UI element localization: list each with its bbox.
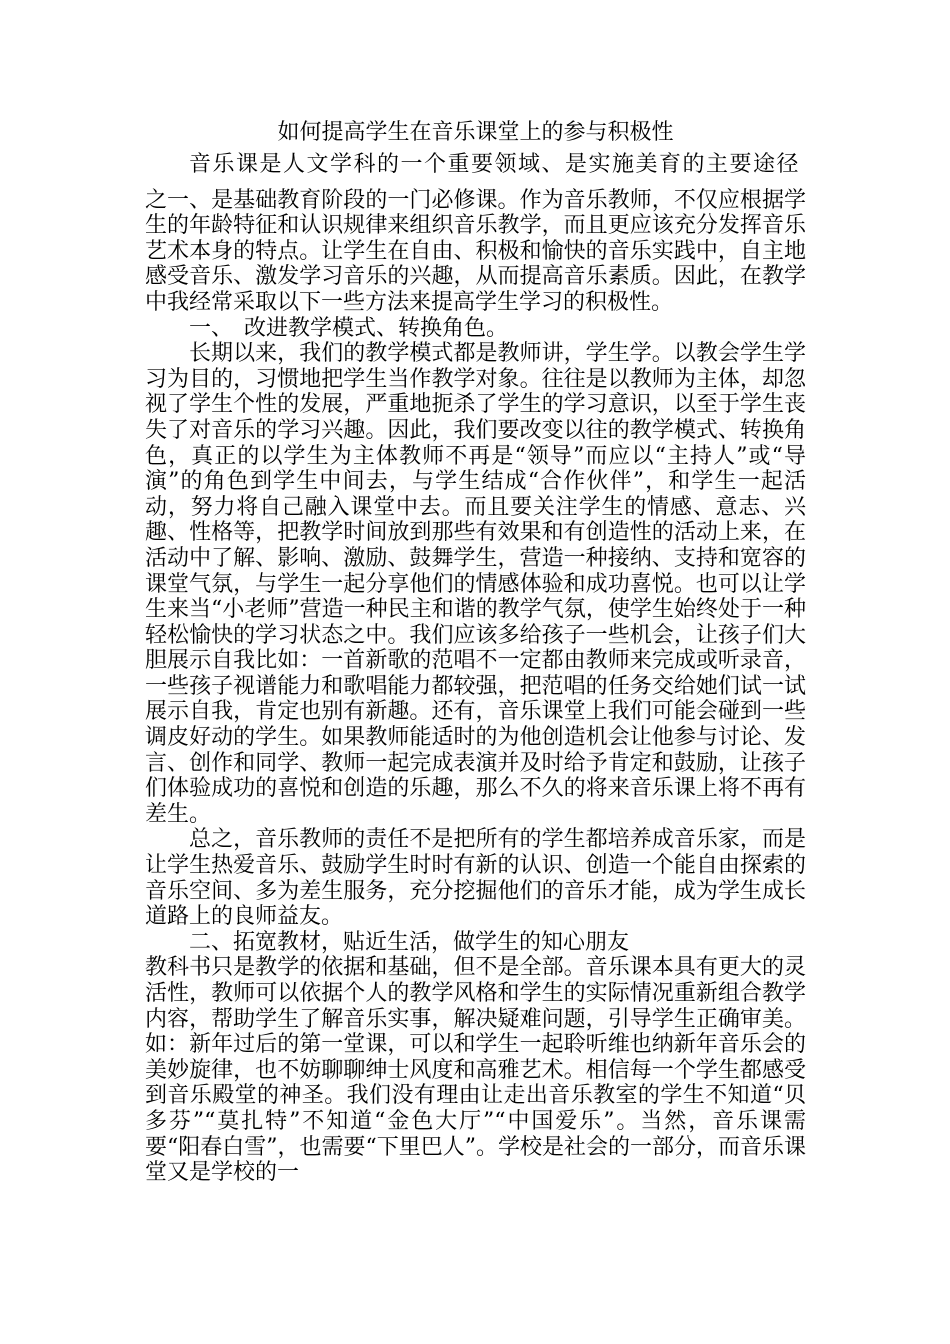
intro-paragraph: 之一、是基础教育阶段的一门必修课。作为音乐教师，不仅应根据学生的年龄特征和认识规律来组织音乐教学，而且更应该充分发挥音乐艺术本身的特点。让学生在自由、积极和愉快的音乐实践中，自主地感受音乐、激发学习音乐的兴趣，从而提高音乐素质。因此，在教学中我经常采取以下一些方法来提高学生学习的积极性。 [145, 187, 806, 315]
section-1-heading: 一、 改进教学模式、转换角色。 [189, 315, 509, 341]
section-1-paragraph-2: 总之，音乐教师的责任不是把所有的学生都培养成音乐家，而是让学生热爱音乐、鼓励学生时时有新的认识、创造一个能自由探索的音乐空间、多为差生服务，充分挖掘他们的音乐才能，成为学生成长道路上的良师益友。 [145, 827, 806, 930]
section-2-heading: 二、拓宽教材，贴近生活，做学生的知心朋友 [189, 929, 630, 955]
section-1-paragraph-1: 长期以来，我们的教学模式都是教师讲，学生学。以教会学生学习为目的，习惯地把学生当作教学对象。往往是以教师为主体，却忽视了学生个性的发展，严重地扼杀了学生的学习意识，以至于学生丧失了对音乐的学习兴趣。因此，我们要改变以往的教学模式、转换角色，真正的以学生为主体教师不再是“领导”而应以“主持人”或“导演”的角色到学生中间去，与学生结成“合作伙伴”，和学生一起活动，努力将自己融入课堂中去。而且要关注学生的情感、意志、兴趣、性格等，把教学时间放到那些有效果和有创造性的活动上来，在活动中了解、影响、激励、鼓舞学生，营造一种接纳、支持和宽容的课堂气氛，与学生一起分享他们的情感体验和成功喜悦。也可以让学生来当“小老师”营造一种民主和谐的教学气氛，使学生始终处于一种轻松愉快的学习状态之中。我们应该多给孩子一些机会，让孩子们大胆展示自我比如：一首新歌的范唱不一定都由教师来完成或听录音，一些孩子视谱能力和歌唱能力都较强，把范唱的任务交给她们试一试展示自我，肯定也别有新趣。还有，音乐课堂上我们可能会碰到一些调皮好动的学生。如果教师能适时的为他创造机会让他参与讨论、发言、创作和同学、教师一起完成表演并及时给予肯定和鼓励，让孩子们体验成功的喜悦和创造的乐趣，那么不久的将来音乐课上将不再有差生。 [145, 341, 806, 827]
intro-lead-line: 音乐课是人文学科的一个重要领域、是实施美育的主要途径 [189, 152, 801, 177]
section-2-paragraph-1: 教科书只是教学的依据和基础，但不是全部。音乐课本具有更大的灵活性，教师可以依据个人的教学风格和学生的实际情况重新组合教学内容，帮助学生了解音乐实事，解决疑难问题，引导学生正确审美。如：新年过后的第一堂课，可以和学生一起聆听维也纳新年音乐会的美妙旋律，也不妨聊聊绅士风度和高雅艺术。相信每一个学生都感受到音乐殿堂的神圣。我们没有理由让走出音乐教室的学生不知道“贝多芬”“莫扎特”不知道“金色大厅”“中国爱乐”。当然，音乐课需要“阳春白雪”，也需要“下里巴人”。学校是社会的一部分，而音乐课堂又是学校的一 [145, 955, 806, 1186]
document-page [145, 120, 806, 1186]
document-title: 如何提高学生在音乐课堂上的参与积极性 [277, 120, 674, 145]
